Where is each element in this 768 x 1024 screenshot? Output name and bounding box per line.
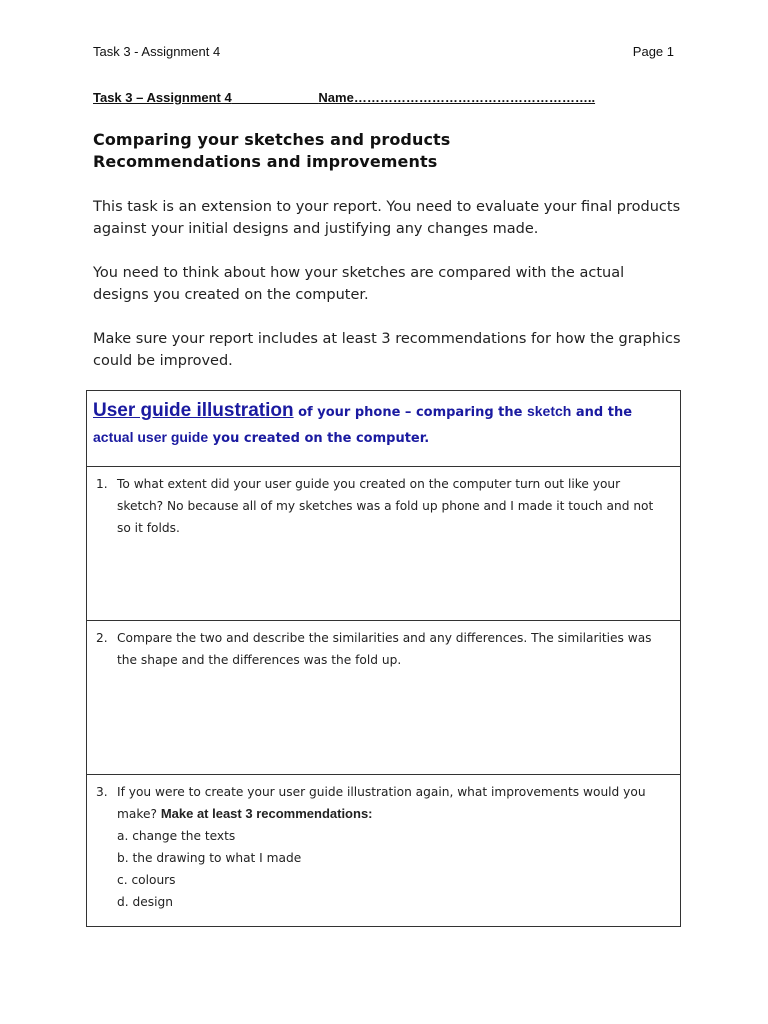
header-part-1: of your phone – comparing the xyxy=(293,405,527,420)
question-colon: : xyxy=(368,806,373,821)
table-header-cell xyxy=(87,391,680,467)
intro-paragraph: This task is an extension to your report. You need to evaluate your final products against your initial designs and justifying any changes made. xyxy=(93,199,681,237)
heading-comparing: Comparing your sketches and products xyxy=(93,130,451,149)
answer-item-a: a. change the texts xyxy=(117,829,236,843)
user-guide-title: User guide illustration xyxy=(93,400,294,421)
header-part-3: you created on the computer. xyxy=(208,431,430,446)
question-cell-1 xyxy=(87,467,680,621)
question-text xyxy=(117,781,666,913)
question-text: Compare the two and describe the similarities and any differences. The similarities was the shape and the differences was the fold up. xyxy=(117,631,652,667)
question-number: 3. xyxy=(96,785,108,799)
question-number: 2. xyxy=(96,631,108,645)
question-cell-2 xyxy=(87,621,680,775)
answer-item-b: b. the drawing to what I made xyxy=(117,851,302,865)
task-label: Task 3 – Assignment 4 xyxy=(93,90,232,105)
question-emphasis: Make at least 3 recommendations xyxy=(160,806,369,821)
running-header-title: Task 3 - Assignment 4 xyxy=(93,44,221,59)
question-3 xyxy=(96,781,666,913)
header-sketch: sketch xyxy=(526,403,572,419)
recommendations-paragraph: Make sure your report includes at least 3 recommendations for how the graphics could be improved. xyxy=(93,331,681,369)
page-number: Page 1 xyxy=(632,44,674,59)
answer-item-c: c. colours xyxy=(117,873,176,887)
sketch-paragraph: You need to think about how your sketches are compared with the actual designs you created on the computer. xyxy=(93,265,625,303)
question-cell-3 xyxy=(87,775,680,927)
question-2 xyxy=(96,627,666,671)
question-prompt: If you were to create your user guide illustration again, what improvements would you make? xyxy=(117,785,646,821)
task-table xyxy=(86,390,681,927)
title-line xyxy=(93,90,595,105)
header-actual-user-guide: actual user guide xyxy=(93,429,209,445)
question-1 xyxy=(96,473,666,539)
table-header-text xyxy=(93,399,673,451)
name-field[interactable]: Name……………………………………………….. xyxy=(318,90,596,105)
title-gap xyxy=(232,90,319,105)
header-part-2: and the xyxy=(571,405,633,420)
question-number: 1. xyxy=(96,477,108,491)
question-text: To what extent did your user guide you created on the computer turn out like your sketch? No because all of my sketches was a fold up phone and I made it touch and not so it folds. xyxy=(117,477,654,535)
heading-recommendations: Recommendations and improvements xyxy=(93,152,438,171)
answer-item-d: d. design xyxy=(117,895,173,909)
